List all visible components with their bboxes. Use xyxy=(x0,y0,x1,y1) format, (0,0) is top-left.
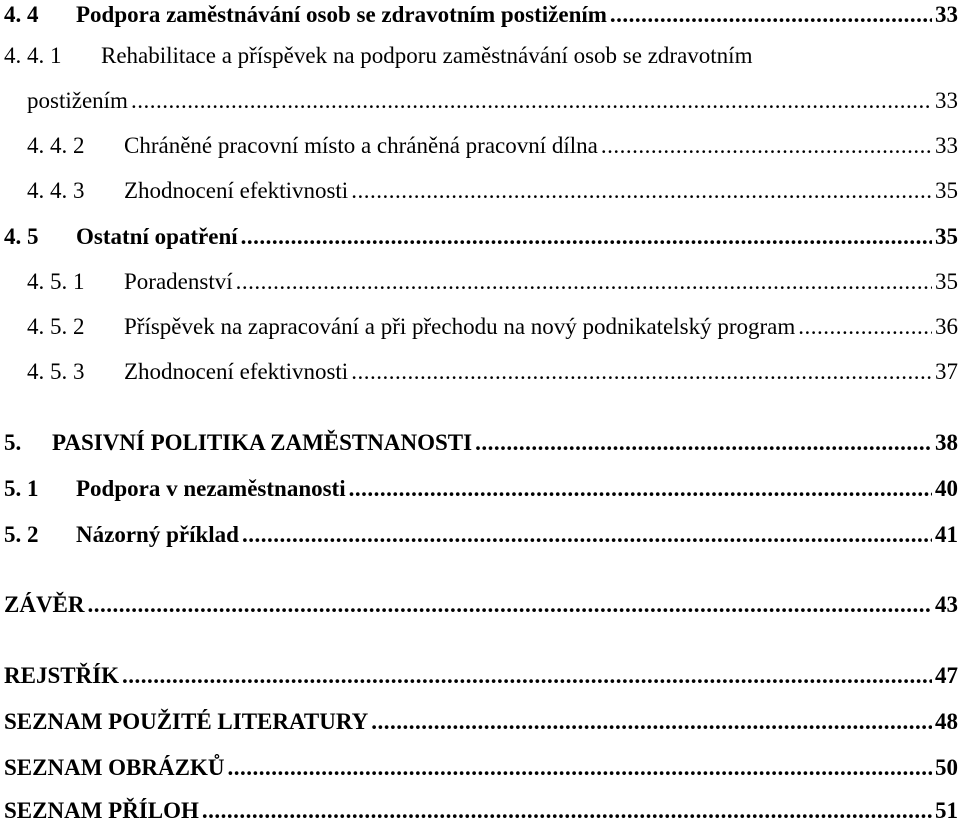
dot-leader xyxy=(242,520,932,550)
toc-entry-title: SEZNAM PŘÍLOH xyxy=(4,798,199,823)
toc-entry-page: 35 xyxy=(935,224,958,249)
toc-entry-page: 38 xyxy=(935,430,958,455)
toc-entry-title-continuation: postižením xyxy=(27,88,128,113)
dot-leader xyxy=(349,474,932,504)
toc-entry-title: Rehabilitace a příspěvek na podporu zaměstnávání osob se zdravotním xyxy=(101,43,753,68)
dot-leader xyxy=(202,796,932,826)
dot-leader xyxy=(351,176,932,206)
toc-entry-title: Podpora v nezaměstnanosti xyxy=(76,476,346,501)
toc-entry-continuation[interactable] xyxy=(27,86,958,116)
dot-leader xyxy=(798,312,932,342)
toc-entry-page: 36 xyxy=(935,314,958,339)
toc-entry-number: 4. 4. 2 xyxy=(27,133,85,158)
toc-entry-page: 50 xyxy=(935,755,958,780)
dot-leader xyxy=(475,428,932,458)
toc-entry-number: 4. 4. 1 xyxy=(4,43,62,68)
dot-leader xyxy=(371,707,932,737)
dot-leader xyxy=(131,86,932,116)
toc-entry-number: 4. 4 xyxy=(4,2,39,27)
toc-entry[interactable] xyxy=(4,520,958,550)
toc-entry-page: 35 xyxy=(935,269,958,294)
toc-entry[interactable] xyxy=(4,661,958,691)
toc-entry[interactable] xyxy=(4,590,958,620)
toc-entry-page: 41 xyxy=(935,522,958,547)
toc-entry[interactable] xyxy=(4,222,958,252)
toc-entry[interactable] xyxy=(27,357,958,387)
toc-entry-number: 4. 4. 3 xyxy=(27,178,85,203)
toc-entry[interactable] xyxy=(4,428,958,458)
dot-leader xyxy=(241,222,932,252)
toc-entry-page: 48 xyxy=(935,709,958,734)
toc-entry-page: 51 xyxy=(935,798,958,823)
dot-leader xyxy=(236,267,932,297)
toc-entry-title: Příspěvek na zapracování a při přechodu na nový podnikatelský program xyxy=(124,314,796,339)
toc-entry-number: 4. 5. 2 xyxy=(27,314,85,339)
toc-entry[interactable] xyxy=(4,753,958,783)
toc-entry[interactable] xyxy=(27,312,958,342)
toc-entry-page: 33 xyxy=(935,133,958,158)
toc-entry-title: Ostatní opatření xyxy=(76,224,238,249)
toc-entry-title: Poradenství xyxy=(124,269,233,294)
dot-leader xyxy=(122,661,932,691)
toc-entry-number: 5. xyxy=(4,430,22,455)
toc-entry[interactable] xyxy=(27,131,958,161)
toc-entry-number: 4. 5 xyxy=(4,224,39,249)
toc-entry[interactable] xyxy=(4,707,958,737)
toc-entry-page: 47 xyxy=(935,663,958,688)
toc-entry-title: SEZNAM POUŽITÉ LITERATURY xyxy=(4,709,369,734)
toc-entry-title: Zhodnocení efektivnosti xyxy=(124,359,349,384)
toc-entry-title: Podpora zaměstnávání osob se zdravotním postižením xyxy=(76,2,607,27)
toc-entry-title: SEZNAM OBRÁZKŮ xyxy=(4,755,225,780)
dot-leader xyxy=(610,0,932,30)
toc-entry-title: ZÁVĚR xyxy=(4,592,85,617)
toc-entry[interactable] xyxy=(4,474,958,504)
dot-leader xyxy=(601,131,932,161)
toc-entry-page: 37 xyxy=(935,359,958,384)
dot-leader xyxy=(227,753,932,783)
toc-entry[interactable] xyxy=(4,796,958,826)
dot-leader xyxy=(88,590,932,620)
toc-entry-title: Názorný příklad xyxy=(76,522,239,547)
toc-entry-number: 4. 5. 1 xyxy=(27,269,85,294)
toc-entry-page: 33 xyxy=(935,2,958,27)
toc-entry-title: PASIVNÍ POLITIKA ZAMĚSTNANOSTI xyxy=(52,430,473,455)
dot-leader xyxy=(351,357,932,387)
toc-entry[interactable] xyxy=(4,0,958,30)
toc-entry-page: 40 xyxy=(935,476,958,501)
toc-entry-title: Zhodnocení efektivnosti xyxy=(124,178,349,203)
toc-entry[interactable] xyxy=(27,176,958,206)
toc-entry-page: 35 xyxy=(935,178,958,203)
toc-entry-page: 43 xyxy=(935,592,958,617)
toc-entry-title: Chráněné pracovní místo a chráněná pracovní dílna xyxy=(124,133,598,158)
toc-entry-number: 5. 2 xyxy=(4,522,39,547)
toc-entry[interactable] xyxy=(4,41,958,71)
toc-entry-title: REJSTŘÍK xyxy=(4,663,120,688)
toc-entry-number: 4. 5. 3 xyxy=(27,359,85,384)
toc-entry-number: 5. 1 xyxy=(4,476,39,501)
toc-entry[interactable] xyxy=(27,267,958,297)
toc-entry-page: 33 xyxy=(935,88,958,113)
